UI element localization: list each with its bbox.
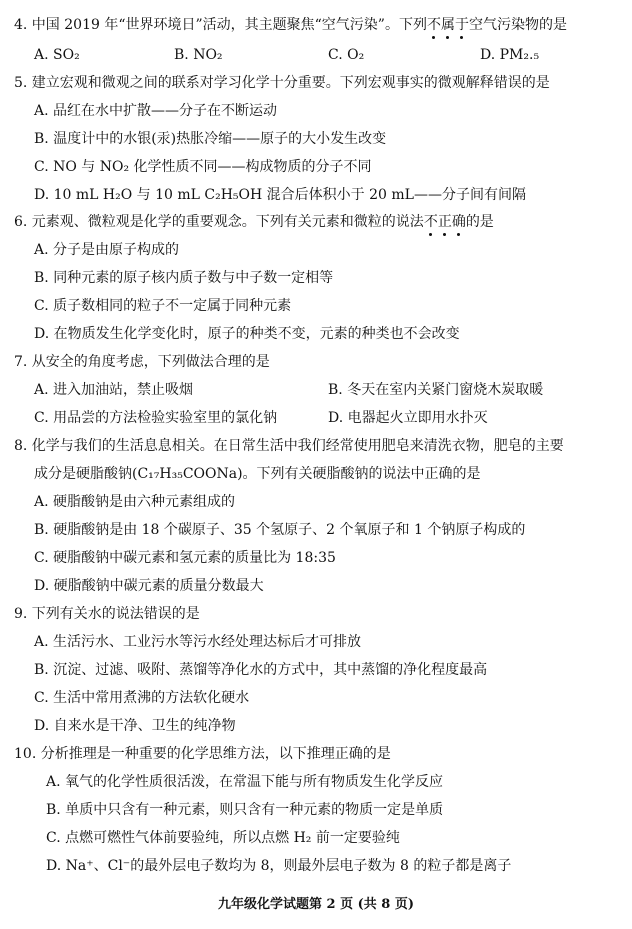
- question-9-stem: 9. 下列有关水的说法错误的是: [14, 606, 200, 622]
- option-a: A. SO₂: [34, 47, 80, 63]
- option-b: B. 冬天在室内关紧门窗烧木炭取暖: [328, 382, 544, 398]
- option-a: A. 氧气的化学性质很活泼，在常温下能与所有物质发生化学反应: [46, 774, 444, 790]
- emphasis-char: 不: [426, 17, 441, 33]
- question-10-stem: 10. 分析推理是一种重要的化学思维方法，以下推理正确的是: [14, 746, 391, 762]
- emphasis-char: 正: [437, 214, 452, 230]
- option-d: D. 硬脂酸钠中碳元素的质量分数最大: [34, 578, 264, 594]
- question-7-stem: 7. 从安全的角度考虑，下列做法合理的是: [14, 354, 270, 370]
- option-a: A. 分子是由原子构成的: [34, 242, 180, 258]
- option-b: B. 沉淀、过滤、吸附、蒸馏等净化水的方式中，其中蒸馏的净化程度最高: [34, 662, 488, 678]
- question-6-stem: 6. 元素观、微粒观是化学的重要观念。下列有关元素和微粒的说法不正确的是: [14, 214, 494, 230]
- emphasis-char: 不: [423, 214, 438, 230]
- option-c: C. 用品尝的方法检验实验室里的氯化钠: [34, 410, 278, 426]
- emphasis-char: 确: [451, 214, 466, 230]
- option-c: C. NO 与 NO₂ 化学性质不同——构成物质的分子不同: [34, 159, 372, 175]
- option-a: A. 进入加油站，禁止吸烟: [34, 382, 194, 398]
- emphasis-char: 属: [440, 17, 455, 33]
- option-b: B. 硬脂酸钠是由 18 个碳原子、35 个氢原子、2 个氧原子和 1 个钠原子构成的: [34, 522, 526, 538]
- question-8-stem: 8. 化学与我们的生活息息相关。在日常生活中我们经常使用肥皂来清洗衣物，肥皂的主要: [14, 438, 564, 454]
- question-5-stem: 5. 建立宏观和微观之间的联系对学习化学十分重要。下列宏观事实的微观解释错误的是: [14, 75, 550, 91]
- option-b: B. NO₂: [174, 47, 223, 63]
- option-b: B. 同种元素的原子核内质子数与中子数一定相等: [34, 270, 334, 286]
- emphasis-text: [424, 214, 466, 230]
- option-c: C. 硬脂酸钠中碳元素和氢元素的质量比为 18:35: [34, 550, 336, 566]
- page-footer: 九年级化学试题第 2 页 (共 8 页): [217, 897, 415, 912]
- option-a: A. 硬脂酸钠是由六种元素组成的: [34, 494, 236, 510]
- option-c: C. 质子数相同的粒子不一定属于同种元素: [34, 298, 292, 314]
- option-d: D. 在物质发生化学变化时，原子的种类不变，元素的种类也不会改变: [34, 326, 460, 342]
- option-a: A. 生活污水、工业污水等污水经处理达标后才可排放: [34, 634, 362, 650]
- option-d: D. Na⁺、Cl⁻的最外层电子数均为 8，则最外层电子数为 8 的粒子都是离子: [46, 858, 512, 874]
- option-d: D. 电器起火立即用水扑灭: [328, 410, 488, 426]
- emphasis-text: [427, 17, 469, 33]
- option-b: B. 单质中只含有一种元素，则只含有一种元素的物质一定是单质: [46, 802, 444, 818]
- option-d: D. PM₂.₅: [480, 47, 540, 63]
- option-c: C. 点燃可燃性气体前要验纯，所以点燃 H₂ 前一定要验纯: [46, 830, 400, 846]
- option-d: D. 自来水是干净、卫生的纯净物: [34, 718, 236, 734]
- option-a: A. 品红在水中扩散——分子在不断运动: [34, 103, 278, 119]
- question-4-stem: 4. 中国 2019 年“世界环境日”活动，其主题聚焦“空气污染”。下列不属于空气污染物的是: [14, 17, 567, 33]
- option-c: C. 生活中常用煮沸的方法软化硬水: [34, 690, 250, 706]
- question-8-stem-continued: 成分是硬脂酸钠(C₁₇H₃₅COONa)。下列有关硬脂酸钠的说法中正确的是: [34, 466, 481, 482]
- option-b: B. 温度计中的水银(汞)热胀冷缩——原子的大小发生改变: [34, 131, 387, 147]
- option-c: C. O₂: [328, 47, 365, 63]
- emphasis-char: 于: [454, 17, 469, 33]
- option-d: D. 10 mL H₂O 与 10 mL C₂H₅OH 混合后体积小于 20 mL——分子间有间隔: [34, 187, 526, 203]
